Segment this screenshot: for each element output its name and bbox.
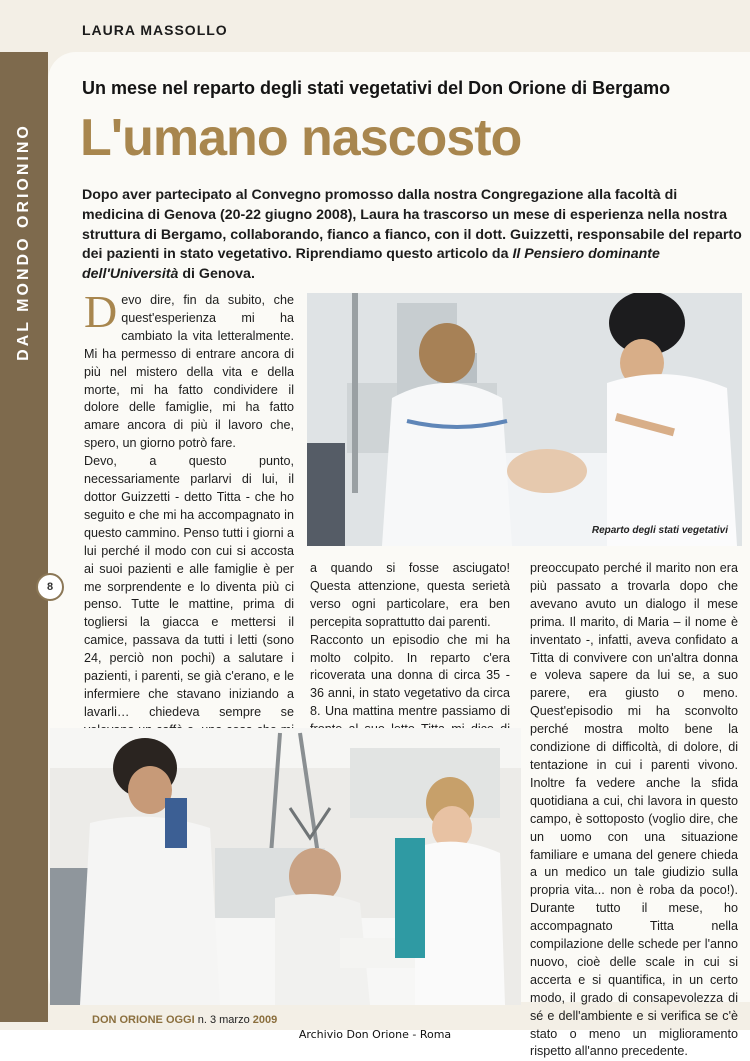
photo-nurses-patient <box>307 293 742 546</box>
lead-source: Il Pensiero dominante dell'Università <box>82 246 660 283</box>
photo-caption: Reparto degli stati vegetativi <box>591 525 728 536</box>
archive-watermark: Archivio Don Orione - Roma <box>298 1028 452 1041</box>
page-footer <box>92 1014 277 1026</box>
paragraph: a quando si fosse asciugato! Questa attenzione, questa serietà verso ogni particolare, era ben percepita soprattutto dai parenti. <box>310 561 510 629</box>
page-number-badge: 8 <box>36 573 64 601</box>
paragraph: Racconto un episodio che mi ha molto colpito. In reparto c'era ricoverata una donna di circa 35 - 36 anni, in stato vegetativo da circa 8. Una mattina mentre passiamo di <box>310 632 510 719</box>
section-tab-label: DAL MONDO ORIONINO <box>15 123 32 361</box>
issue-info: n. 3 marzo <box>194 1014 253 1026</box>
paragraph-intro <box>84 286 294 453</box>
section-side-tab <box>0 52 48 1022</box>
lead-main: Dopo aver partecipato al Convegno promosso dalla nostra Congregazione alla facoltà di medicina di Genova (20-22 giugno 2008), Laura ha trascorso un mese di esperienza nella nostra struttura di Bergamo, collaborando, fianco a fianco, con il dott. Guizzetti, responsabile del reparto dei pazienti in stato vegetativo. Riprendiamo questo articolo da <box>82 187 742 263</box>
photo-nurses-patient-illustration <box>307 293 742 546</box>
paragraph: preoccupato perché il marito non era più passato a trovarla dopo che avevano avuto un dialogo il mese prima. Il marito, di Maria – il nome è inventato -, infatti, aveva confidato a Titta di convivere con un'altra donna e voleva sapere da lui se, a suo parere, era giusto o meno. Quest'episodio mi ha sconvolto perché mostra molto bene la condizione di difficoltà, di dolore, di tentazione in cui i parenti vivono. Inoltre fa vedere anche la sfida quotidiana a cui, chi lavora in questo campo, è sottoposto (voglio dire, che un uomo con una situazione familiare e umana del genere chieda a un medico un tale giudizio sulla propria vita... non è roba da poco!). Durante tutto il mese, ho accompagnato Titta nella compilazione delle schede per l'anno nuovo, cioè delle scale in cui si accerta e si quantifica, in un certo modo, il grado di consapevolezza di sé e dell'ambiente e si verifica se c'è stato o meno un miglioramento rispetto all'anno precedente. <box>530 561 738 1059</box>
drop-cap: D <box>84 286 118 337</box>
article-title: L'umano nascosto <box>80 109 522 167</box>
author-name: LAURA MASSOLLO <box>82 22 228 38</box>
paragraph-intro-text: evo dire, fin da subito, che quest'esperienza mi ha cambiato la vita letteralmente. Mi ha permesso di entrare ancora di più nel mistero della vita e della morte, mi ha fatto condividere il dolore delle famiglie, mi ha fatto amare ancora di più il lavoro che, spero, un giorno potrò fare. <box>84 293 294 451</box>
photo-doctor-patient-illustration <box>50 728 521 1005</box>
lead-tail: di Genova. <box>178 266 255 283</box>
issue-year: 2009 <box>252 1014 278 1026</box>
photo-doctor-patient <box>50 728 521 1005</box>
magazine-name: DON ORIONE OGGI <box>92 1014 195 1026</box>
text-column-3 <box>530 560 738 1061</box>
paragraph: Devo, a questo punto, necessariamente parlarvi di lui, il dottor Guizzetti - detto Titta - che ho seguito e che mi ha accompagnato in questo cammino. Penso tutti i giorni a lui perché il modo con cui si accosta ai suoi pazienti e alle famiglie è per me sorprendente e lo diventa più ci penso. Tutte le mattine, prima di togliersi la giacca e mettersi il camice, passava da tutti i letti (sono 24, perciò non pochi) a salutare i pazienti, i parenti, se già c'erano, e le infermiere che stavano iniziando a lavarli… chiedeva sempre se <box>84 454 295 719</box>
article-kicker: Un mese nel reparto degli stati vegetativi del Don Orione di Bergamo <box>82 78 671 98</box>
article-lead <box>82 186 742 285</box>
